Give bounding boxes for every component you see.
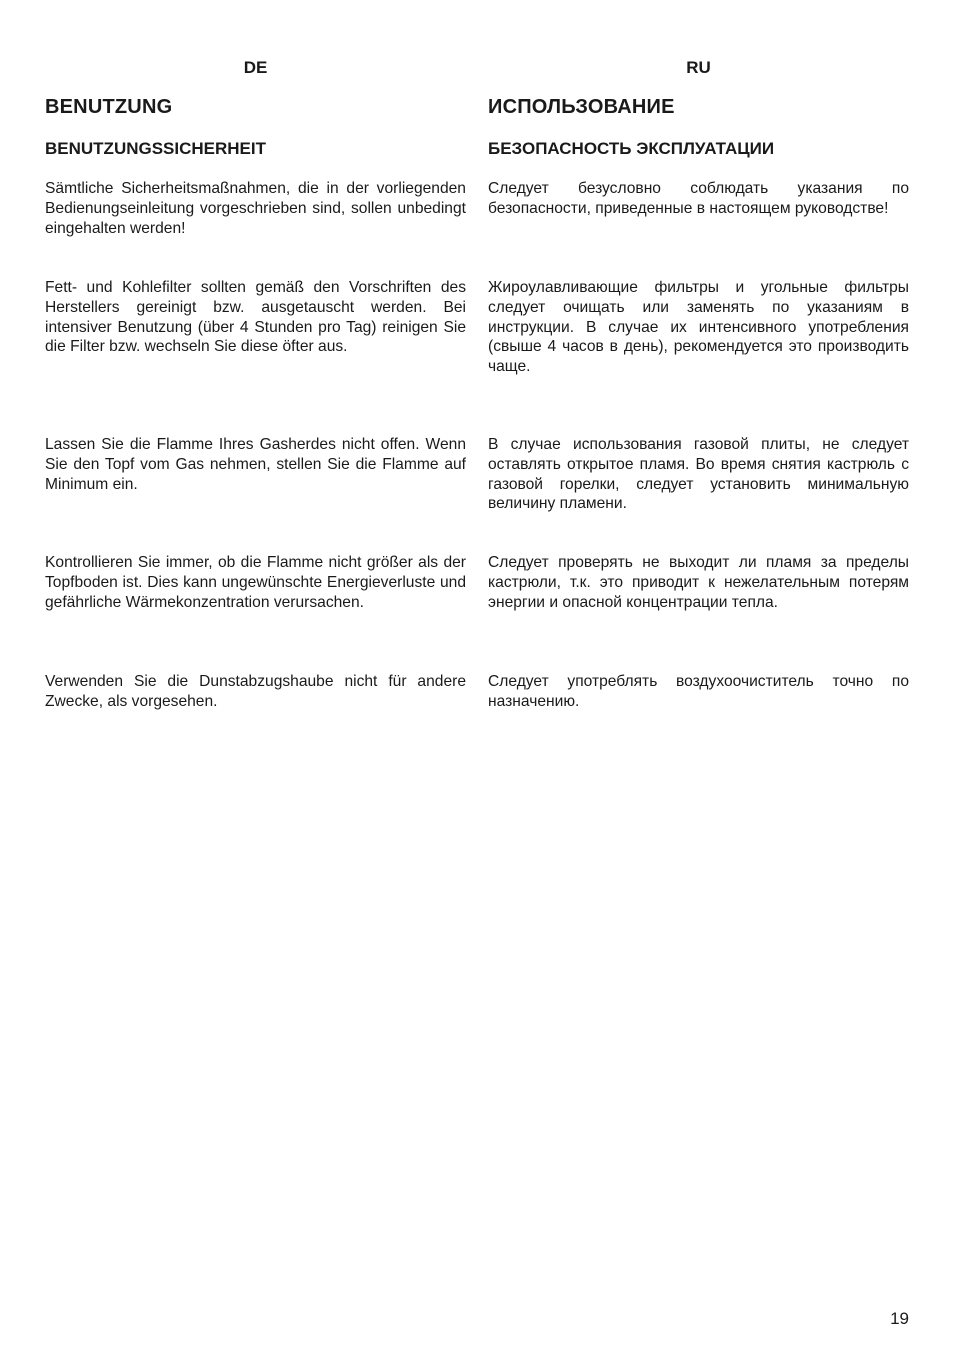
paragraph-ru-3: В случае использования газовой плиты, не следует оставлять открытое пламя. Во время снятия кастрюль с газовой горелки, следует установить минимальную величину пламени. xyxy=(488,436,909,513)
section-title-de: BENUTZUNG xyxy=(45,96,173,118)
paragraph-ru-2: Жироулавливающие фильтры и угольные фильтры следует очищать или заменять по указаниям в инструкции. В случае их интенсивного употребления (свыше 4 часов в день), рекомендуется это производить чаще. xyxy=(488,279,909,376)
language-label-ru: RU xyxy=(686,58,711,77)
section-subtitle-de: BENUTZUNGSSICHERHEIT xyxy=(45,139,267,158)
page-number: 19 xyxy=(890,1309,909,1328)
language-label-de: DE xyxy=(243,58,268,77)
paragraph-ru-5: Следует употреблять воздухоочиститель точно по назначению. xyxy=(488,673,909,710)
paragraph-de-2: Fett- und Kohlefilter sollten gemäß den Vorschriften des Herstellers gereinigt bzw. ausgetauscht werden. Bei intensiver Benutzung (über 4 Stunden pro Tag) reinigen Sie die Filter bzw. wechseln Sie diese öfter aus. xyxy=(45,279,466,356)
paragraph-de-3: Lassen Sie die Flamme Ihres Gasherdes nicht offen. Wenn Sie den Topf vom Gas nehmen, stellen Sie die Flamme auf Minimum ein. xyxy=(45,436,466,493)
paragraph-ru-4: Следует проверять не выходит ли пламя за пределы кастрюли, т.к. это приводит к нежелательным потерям энергии и опасной концентрации тепла. xyxy=(488,554,909,611)
paragraph-de-5: Verwenden Sie die Dunstabzugshaube nicht für andere Zwecke, als vorgesehen. xyxy=(45,673,466,710)
section-title-ru: ИСПОЛЬЗОВАНИЕ xyxy=(488,96,675,118)
paragraph-ru-1: Следует безусловно соблюдать указания по безопасности, приведенные в настоящем руководстве! xyxy=(488,180,909,217)
paragraph-de-1: Sämtliche Sicherheitsmaßnahmen, die in der vorliegenden Bedienungseinleitung vorgeschrieben sind, sollen unbedingt eingehalten werden! xyxy=(45,180,466,237)
section-subtitle-ru: БЕЗОПАСНОСТЬ ЭКСПЛУАТАЦИИ xyxy=(488,139,775,158)
paragraph-de-4: Kontrollieren Sie immer, ob die Flamme nicht größer als der Topfboden ist. Dies kann ungewünschte Energieverluste und gefährliche Wärmekonzentration verursachen. xyxy=(45,554,466,611)
